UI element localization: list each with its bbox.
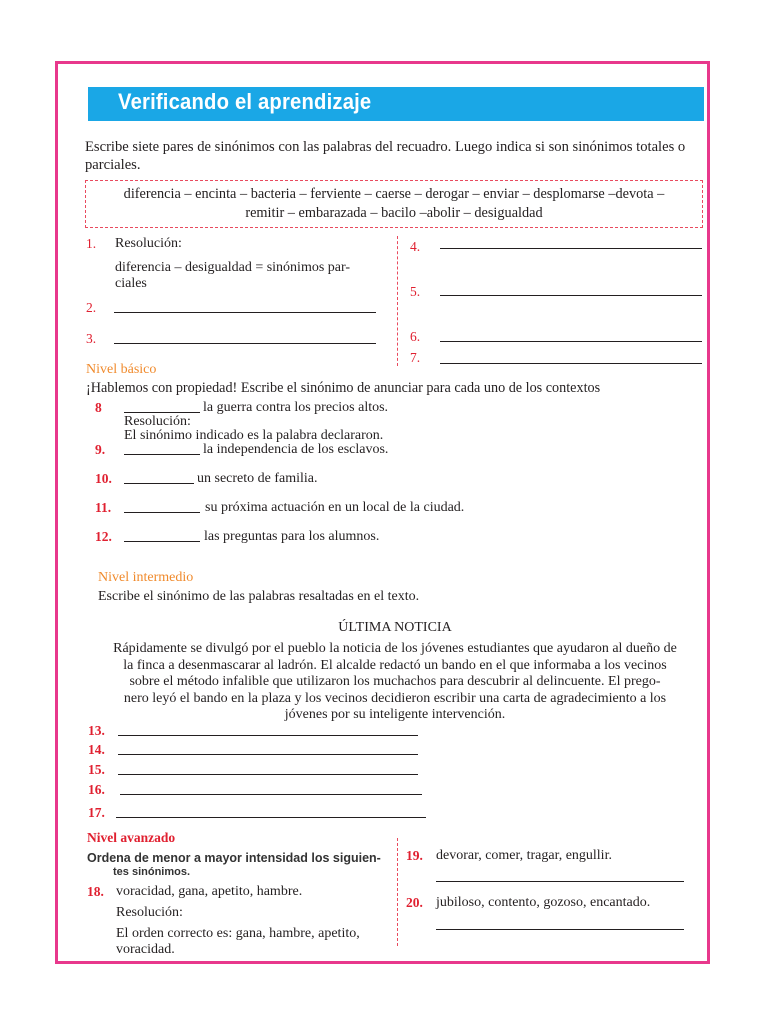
item-number-17: 17. xyxy=(88,805,105,820)
page-title: Verificando el aprendizaje xyxy=(118,89,372,114)
item-number-16: 16. xyxy=(88,782,105,797)
item-text-20: jubiloso, contento, gozoso, encantado. xyxy=(436,895,651,910)
level-basic-heading: Nivel básico xyxy=(86,362,157,377)
answer-line-15[interactable] xyxy=(118,774,418,775)
answer-line-13[interactable] xyxy=(118,735,418,736)
answer-line-14[interactable] xyxy=(118,754,418,755)
item-number-7: 7. xyxy=(410,350,421,365)
level-advanced-heading: Nivel avanzado xyxy=(87,830,176,845)
resolution-label-1: Resolución: xyxy=(115,236,182,251)
news-line-1: Rápidamente se divulgó por el pueblo la noticia de los jóvenes estudiantes que ayudaron al dueño de xyxy=(113,641,677,656)
word-box-line-2: remitir – embarazada – bacilo –abolir – desigualdad xyxy=(245,205,543,221)
word-box-line-1: diferencia – encinta – bacteria – ferviente – caerse – derogar – enviar – desplomarse –devota – xyxy=(123,186,665,202)
answer-1-line-2: ciales xyxy=(115,276,147,291)
item-number-12: 12. xyxy=(95,529,112,544)
blank-10[interactable] xyxy=(124,483,194,484)
basic-resolution-label: Resolución: xyxy=(124,414,191,429)
item-text-19: devorar, comer, tragar, engullir. xyxy=(436,848,612,863)
answer-line-17[interactable] xyxy=(116,817,426,818)
item-number-10: 10. xyxy=(95,471,112,486)
item-text-10: un secreto de familia. xyxy=(197,471,318,486)
item-number-18: 18. xyxy=(87,884,104,899)
item-number-14: 14. xyxy=(88,742,105,757)
item-number-11: 11. xyxy=(95,500,112,515)
answer-line-16[interactable] xyxy=(120,794,422,795)
answer-line-5[interactable] xyxy=(440,295,702,296)
news-paragraph xyxy=(86,641,704,724)
item-number-8: 8 xyxy=(95,400,102,415)
item-text-9: la independencia de los esclavos. xyxy=(203,442,389,457)
item-text-12: las preguntas para los alumnos. xyxy=(204,529,380,544)
item-number-15: 15. xyxy=(88,762,105,777)
intermediate-instruction: Escribe el sinónimo de las palabras resaltadas en el texto. xyxy=(98,589,420,604)
item-text-18: voracidad, gana, apetito, hambre. xyxy=(116,884,303,899)
item-number-13: 13. xyxy=(88,723,105,738)
answer-1-line-1: diferencia – desigualdad = sinónimos par- xyxy=(115,260,351,275)
item-text-8: la guerra contra los precios altos. xyxy=(203,400,389,415)
news-line-2: la finca a desenmascarar al ladrón. El alcalde redactó un bando en el que informaba a los vecinos xyxy=(123,657,667,673)
news-line-3: sobre el método infalible que utilizaron los muchachos para descubrir al delincuente. El prego- xyxy=(129,674,661,689)
item-number-5: 5. xyxy=(410,284,421,299)
news-line-5: jóvenes por su inteligente intervención. xyxy=(284,707,506,722)
advanced-instruction-line-2: tes sinónimos. xyxy=(113,866,191,878)
word-box xyxy=(85,180,703,228)
item-number-20: 20. xyxy=(406,895,423,910)
answer-line-2[interactable] xyxy=(114,312,376,313)
blank-8[interactable] xyxy=(124,412,200,413)
item-number-6: 6. xyxy=(410,329,421,344)
item-number-4: 4. xyxy=(410,239,421,254)
blank-9[interactable] xyxy=(124,454,200,455)
answer-line-6[interactable] xyxy=(440,341,702,342)
item-number-3: 3. xyxy=(86,331,97,346)
blank-11[interactable] xyxy=(124,512,200,513)
blank-12[interactable] xyxy=(124,541,200,542)
resolution-label-18: Resolución: xyxy=(116,905,183,920)
exercise-instruction: Escribe siete pares de sinónimos con las palabras del recuadro. Luego indica si son sinónimos totales o parciales. xyxy=(85,139,686,173)
answer-18-line-1: El orden correcto es: gana, hambre, apetito, xyxy=(116,926,360,941)
answer-line-3[interactable] xyxy=(114,343,376,344)
item-number-2: 2. xyxy=(86,300,97,315)
item-number-19: 19. xyxy=(406,848,423,863)
news-title: ÚLTIMA NOTICIA xyxy=(338,620,452,635)
item-text-11: su próxima actuación en un local de la ciudad. xyxy=(205,500,465,515)
news-line-4: nero leyó el bando en la plaza y los vecinos decidieron escribir una carta de agradecimiento a los xyxy=(123,690,667,706)
answer-line-4[interactable] xyxy=(440,248,702,249)
answer-line-19[interactable] xyxy=(436,881,684,882)
answer-line-20[interactable] xyxy=(436,929,684,930)
item-number-9: 9. xyxy=(95,442,106,457)
column-divider xyxy=(397,236,398,366)
level-intermediate-heading: Nivel intermedio xyxy=(98,570,194,585)
advanced-instruction-line-1: Ordena de menor a mayor intensidad los siguien- xyxy=(87,851,381,865)
basic-instruction: ¡Hablemos con propiedad! Escribe el sinónimo de anunciar para cada uno de los contextos xyxy=(86,380,601,396)
item-number-1: 1. xyxy=(86,236,97,251)
basic-resolution-text: El sinónimo indicado es la palabra declararon. xyxy=(124,428,384,443)
answer-18-line-2: voracidad. xyxy=(116,942,175,957)
answer-line-7[interactable] xyxy=(440,363,702,364)
advanced-column-divider xyxy=(397,838,398,946)
